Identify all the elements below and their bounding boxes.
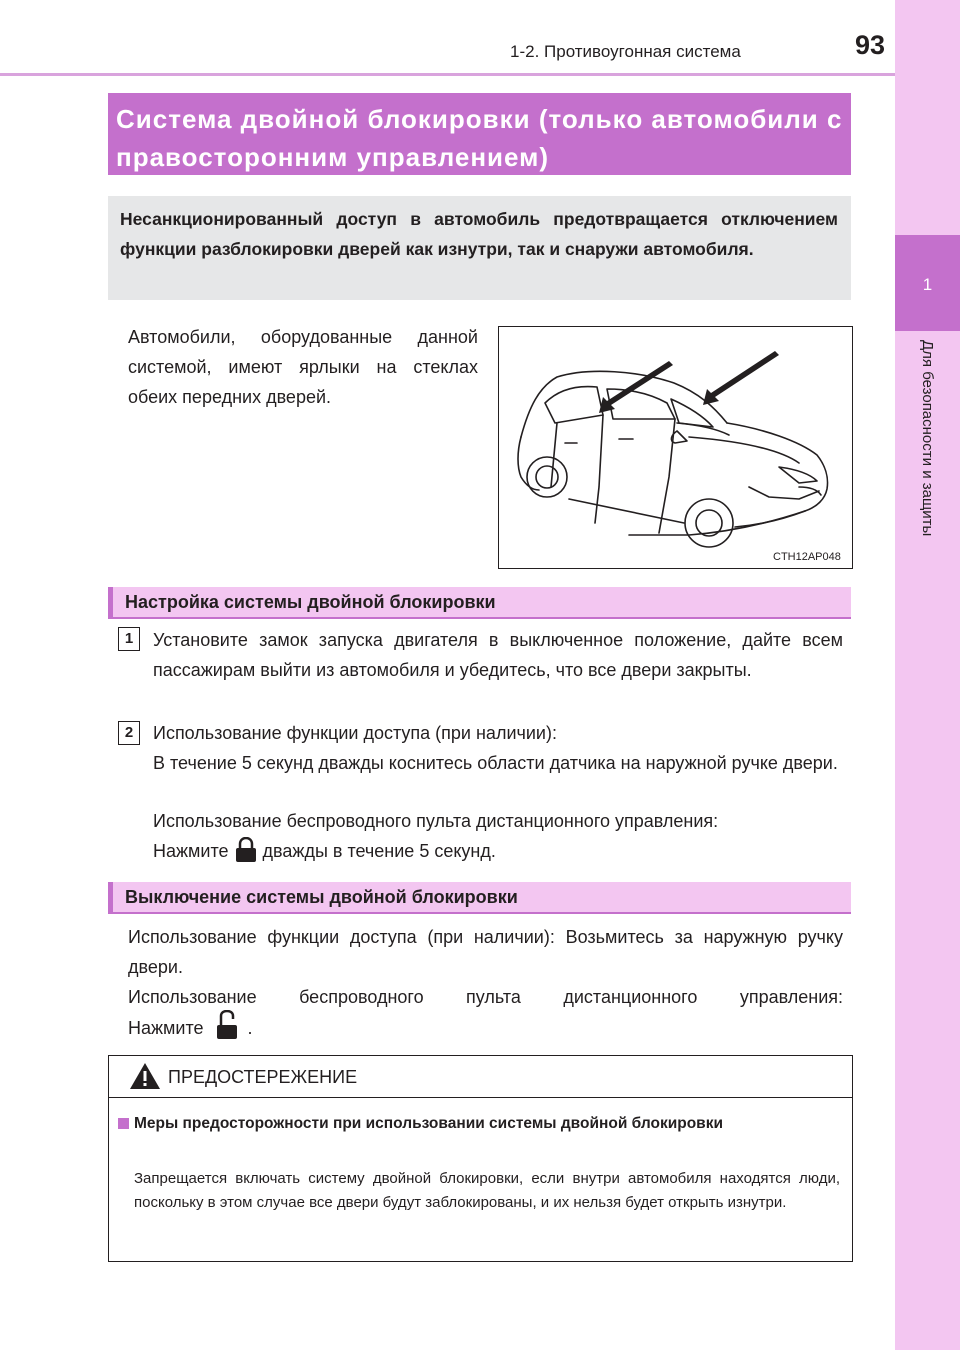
header-divider <box>0 73 895 76</box>
step-2-line-1: Использование функции доступа (при наличии): <box>153 723 557 743</box>
cancel-heading: Выключение системы двойной блокировки <box>125 887 518 907</box>
chapter-title: Для безопасности и защиты <box>919 340 936 537</box>
cancel-line-1: Использование функции доступа (при наличии): Возьмитесь за наружную ручку двери. <box>128 927 843 977</box>
car-label-paragraph: Автомобили, оборудованные данной системой, имеют ярлыки на стеклах обеих передних дверей. <box>128 327 478 407</box>
warning-triangle-icon <box>129 1062 161 1095</box>
warning-subheading: Меры предосторожности при использовании системы двойной блокировки <box>134 1115 723 1132</box>
step-2-line-3: Использование беспроводного пульта дистанционного управления: <box>153 811 719 831</box>
chapter-number: 1 <box>922 275 933 294</box>
step-1-badge: 1 <box>118 627 140 651</box>
section-title: Система двойной блокировки (только автомобили с правосторонним управлением) <box>116 104 843 172</box>
cancel-press-line <box>128 1010 843 1049</box>
page-number: 93 <box>854 30 885 60</box>
cancel-line-2: Использование беспроводного пульта дистанционного управления: <box>128 987 843 1007</box>
lock-closed-icon <box>235 837 257 872</box>
step-2-badge: 2 <box>118 721 140 745</box>
figure-code: CTH12AP048 <box>773 551 841 563</box>
step-2-press-suffix: дважды в течение 5 секунд. <box>262 841 496 861</box>
cancel-heading-accent <box>108 882 113 912</box>
setup-heading-accent <box>108 587 113 617</box>
car-with-door-label-arrows-icon <box>499 327 852 568</box>
warning-bullet-icon <box>118 1118 129 1129</box>
setup-heading: Настройка системы двойной блокировки <box>125 592 496 612</box>
lock-open-icon <box>216 1010 238 1049</box>
warning-title: ПРЕДОСТЕРЕЖЕНИЕ <box>168 1067 358 1087</box>
car-illustration <box>498 326 853 569</box>
cancel-press-suffix: . <box>247 1018 253 1038</box>
step-2-press-prefix: Нажмите <box>153 841 229 861</box>
intro-text: Несанкционированный доступ в автомобиль предотвращается отключением функции разблокировки дверей как изнутри, так и снаружи автомобиля. <box>120 209 838 259</box>
chapter-side-strip <box>895 0 960 1350</box>
warning-header-divider <box>108 1097 853 1098</box>
step-1-text: Установите замок запуска двигателя в выключенное положение, дайте всем пассажирам выйти из автомобиля и убедитесь, что все двери закрыты. <box>153 630 843 680</box>
step-2-line-2: В течение 5 секунд дважды коснитесь области датчика на наружной ручке двери. <box>153 753 838 773</box>
step-2-press-line <box>153 836 843 872</box>
warning-body: Запрещается включать систему двойной блокировки, если внутри автомобиля находятся люди, поскольку в этом случае все двери будут заблокированы, и их нельзя будет открыть изнутри. <box>134 1170 840 1211</box>
cancel-press-prefix: Нажмите <box>128 1018 204 1038</box>
running-header-section: 1-2. Противоугонная система <box>510 42 741 61</box>
